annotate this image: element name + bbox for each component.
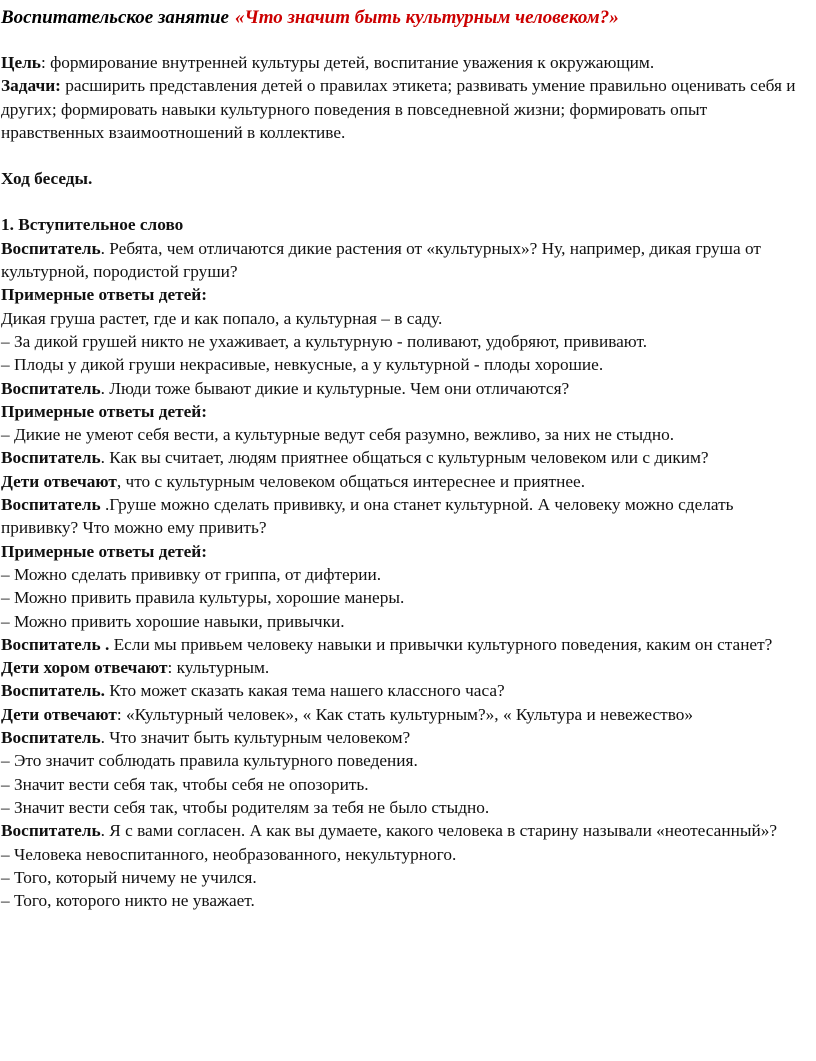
dialogue bbox=[1, 237, 806, 913]
line-text: – Дикие не умеют себя вести, а культурные ведут себя разумно, вежливо, за них не стыдно. bbox=[1, 425, 675, 445]
line-text: – Это значит соблюдать правила культурного поведения. bbox=[1, 751, 418, 771]
speaker-label: Воспитатель bbox=[1, 821, 101, 841]
line-text: – Можно сделать прививку от гриппа, от дифтерии. bbox=[1, 564, 382, 584]
dialogue-line bbox=[1, 633, 806, 656]
dialogue-line bbox=[1, 819, 806, 842]
dialogue-line bbox=[1, 377, 806, 400]
dialogue-line bbox=[1, 400, 806, 423]
dialogue-line bbox=[1, 446, 806, 469]
title-part-2: «Что значит быть культурным человеком?» bbox=[235, 7, 619, 28]
goal-label: Цель bbox=[1, 53, 41, 72]
course-heading: Ход беседы. bbox=[1, 169, 93, 189]
line-text: . Что значит быть культурным человеком? bbox=[100, 728, 411, 748]
line-text: Дикая груша растет, где и как попало, а культурная – в саду. bbox=[1, 308, 443, 328]
document-title bbox=[1, 6, 806, 29]
dialogue-line bbox=[1, 773, 806, 796]
section-1-heading: 1. Вступительное слово bbox=[1, 215, 184, 235]
speaker-label: Дети отвечают bbox=[1, 471, 117, 491]
line-text: – Можно привить правила культуры, хорошие манеры. bbox=[1, 588, 405, 608]
speaker-label: Воспитатель. bbox=[1, 681, 105, 701]
title-part-1: Воспитательское занятие bbox=[1, 7, 229, 28]
speaker-label: Воспитатель . bbox=[1, 634, 110, 654]
speaker-label: Примерные ответы детей: bbox=[1, 401, 207, 421]
tasks-text: расширить представления детей о правилах этикета; развивать умение правильно оценивать себя и других; формировать навыки культурного поведения в повседневной жизни; формировать опыт нравственных взаимоотношений в коллективе. bbox=[1, 76, 796, 142]
line-text: . Я с вами согласен. А как вы думаете, какого человека в старину называли «неотесанный»? bbox=[100, 821, 778, 841]
line-text: – Плоды у дикой груши некрасивые, невкусные, а у культурной - плоды хорошие. bbox=[1, 355, 604, 375]
dialogue-line bbox=[1, 889, 806, 912]
speaker-label: Воспитатель bbox=[1, 448, 101, 468]
dialogue-line bbox=[1, 703, 806, 726]
dialogue-line bbox=[1, 843, 806, 866]
speaker-label: Воспитатель bbox=[1, 495, 101, 515]
speaker-label: Примерные ответы детей: bbox=[1, 541, 207, 561]
line-text: – Значит вести себя так, чтобы родителям за тебя не было стыдно. bbox=[1, 797, 490, 817]
dialogue-line bbox=[1, 563, 806, 586]
line-text: – Значит вести себя так, чтобы себя не опозорить. bbox=[1, 774, 369, 794]
speaker-label: Примерные ответы детей: bbox=[1, 285, 207, 305]
speaker-label: Воспитатель bbox=[1, 728, 101, 748]
line-text: . Ребята, чем отличаются дикие растения от «культурных»? Ну, например, дикая груша от культурной, породистой груши? bbox=[1, 238, 761, 282]
line-text: – Того, которого никто не уважает. bbox=[1, 891, 255, 911]
speaker-label: Дети отвечают bbox=[1, 704, 117, 724]
dialogue-line bbox=[1, 470, 806, 493]
tasks-paragraph bbox=[1, 74, 806, 144]
dialogue-line bbox=[1, 307, 806, 330]
dialogue-line bbox=[1, 237, 806, 284]
dialogue-line bbox=[1, 493, 806, 540]
dialogue-line bbox=[1, 749, 806, 772]
line-text: – Можно привить хорошие навыки, привычки. bbox=[1, 611, 345, 631]
dialogue-line bbox=[1, 423, 806, 446]
line-text: Если мы привьем человеку навыки и привычки культурного поведения, каким он станет? bbox=[109, 634, 773, 654]
line-text: , что с культурным человеком общаться интереснее и приятнее. bbox=[116, 471, 586, 491]
spacer bbox=[1, 190, 806, 213]
speaker-label: Дети хором отвечают bbox=[1, 658, 168, 678]
dialogue-line bbox=[1, 586, 806, 609]
line-text: Кто может сказать какая тема нашего классного часа? bbox=[104, 681, 505, 701]
line-text: . Люди тоже бывают дикие и культурные. Чем они отличаются? bbox=[100, 378, 570, 398]
line-text: : культурным. bbox=[167, 658, 270, 678]
line-text: – Человека невоспитанного, необразованного, некультурного. bbox=[1, 844, 457, 864]
dialogue-line bbox=[1, 353, 806, 376]
goal-text: : формирование внутренней культуры детей, воспитание уважения к окружающим. bbox=[40, 53, 655, 72]
dialogue-line bbox=[1, 866, 806, 889]
dialogue-line bbox=[1, 796, 806, 819]
speaker-label: Воспитатель bbox=[1, 378, 101, 398]
goal-paragraph bbox=[1, 51, 806, 74]
line-text: .Груше можно сделать прививку, и она станет культурной. А человеку можно сделать прививку? Что можно ему привить? bbox=[1, 495, 734, 538]
line-text: – Того, который ничему не учился. bbox=[1, 867, 257, 887]
line-text: . Как вы считает, людям приятнее общаться с культурным человеком или с диким? bbox=[100, 448, 709, 468]
line-text: : «Культурный человек», « Как стать культурным?», « Культура и невежество» bbox=[116, 704, 694, 724]
dialogue-line bbox=[1, 283, 806, 306]
dialogue-line bbox=[1, 726, 806, 749]
tasks-label: Задачи: bbox=[1, 76, 61, 96]
speaker-label: Воспитатель bbox=[1, 238, 101, 258]
dialogue-line bbox=[1, 679, 806, 702]
dialogue-line bbox=[1, 330, 806, 353]
line-text: – За дикой грушей никто не ухаживает, а культурную - поливают, удобряют, прививают. bbox=[1, 331, 648, 351]
dialogue-line bbox=[1, 610, 806, 633]
spacer bbox=[1, 144, 806, 167]
dialogue-line bbox=[1, 656, 806, 679]
dialogue-line bbox=[1, 540, 806, 563]
